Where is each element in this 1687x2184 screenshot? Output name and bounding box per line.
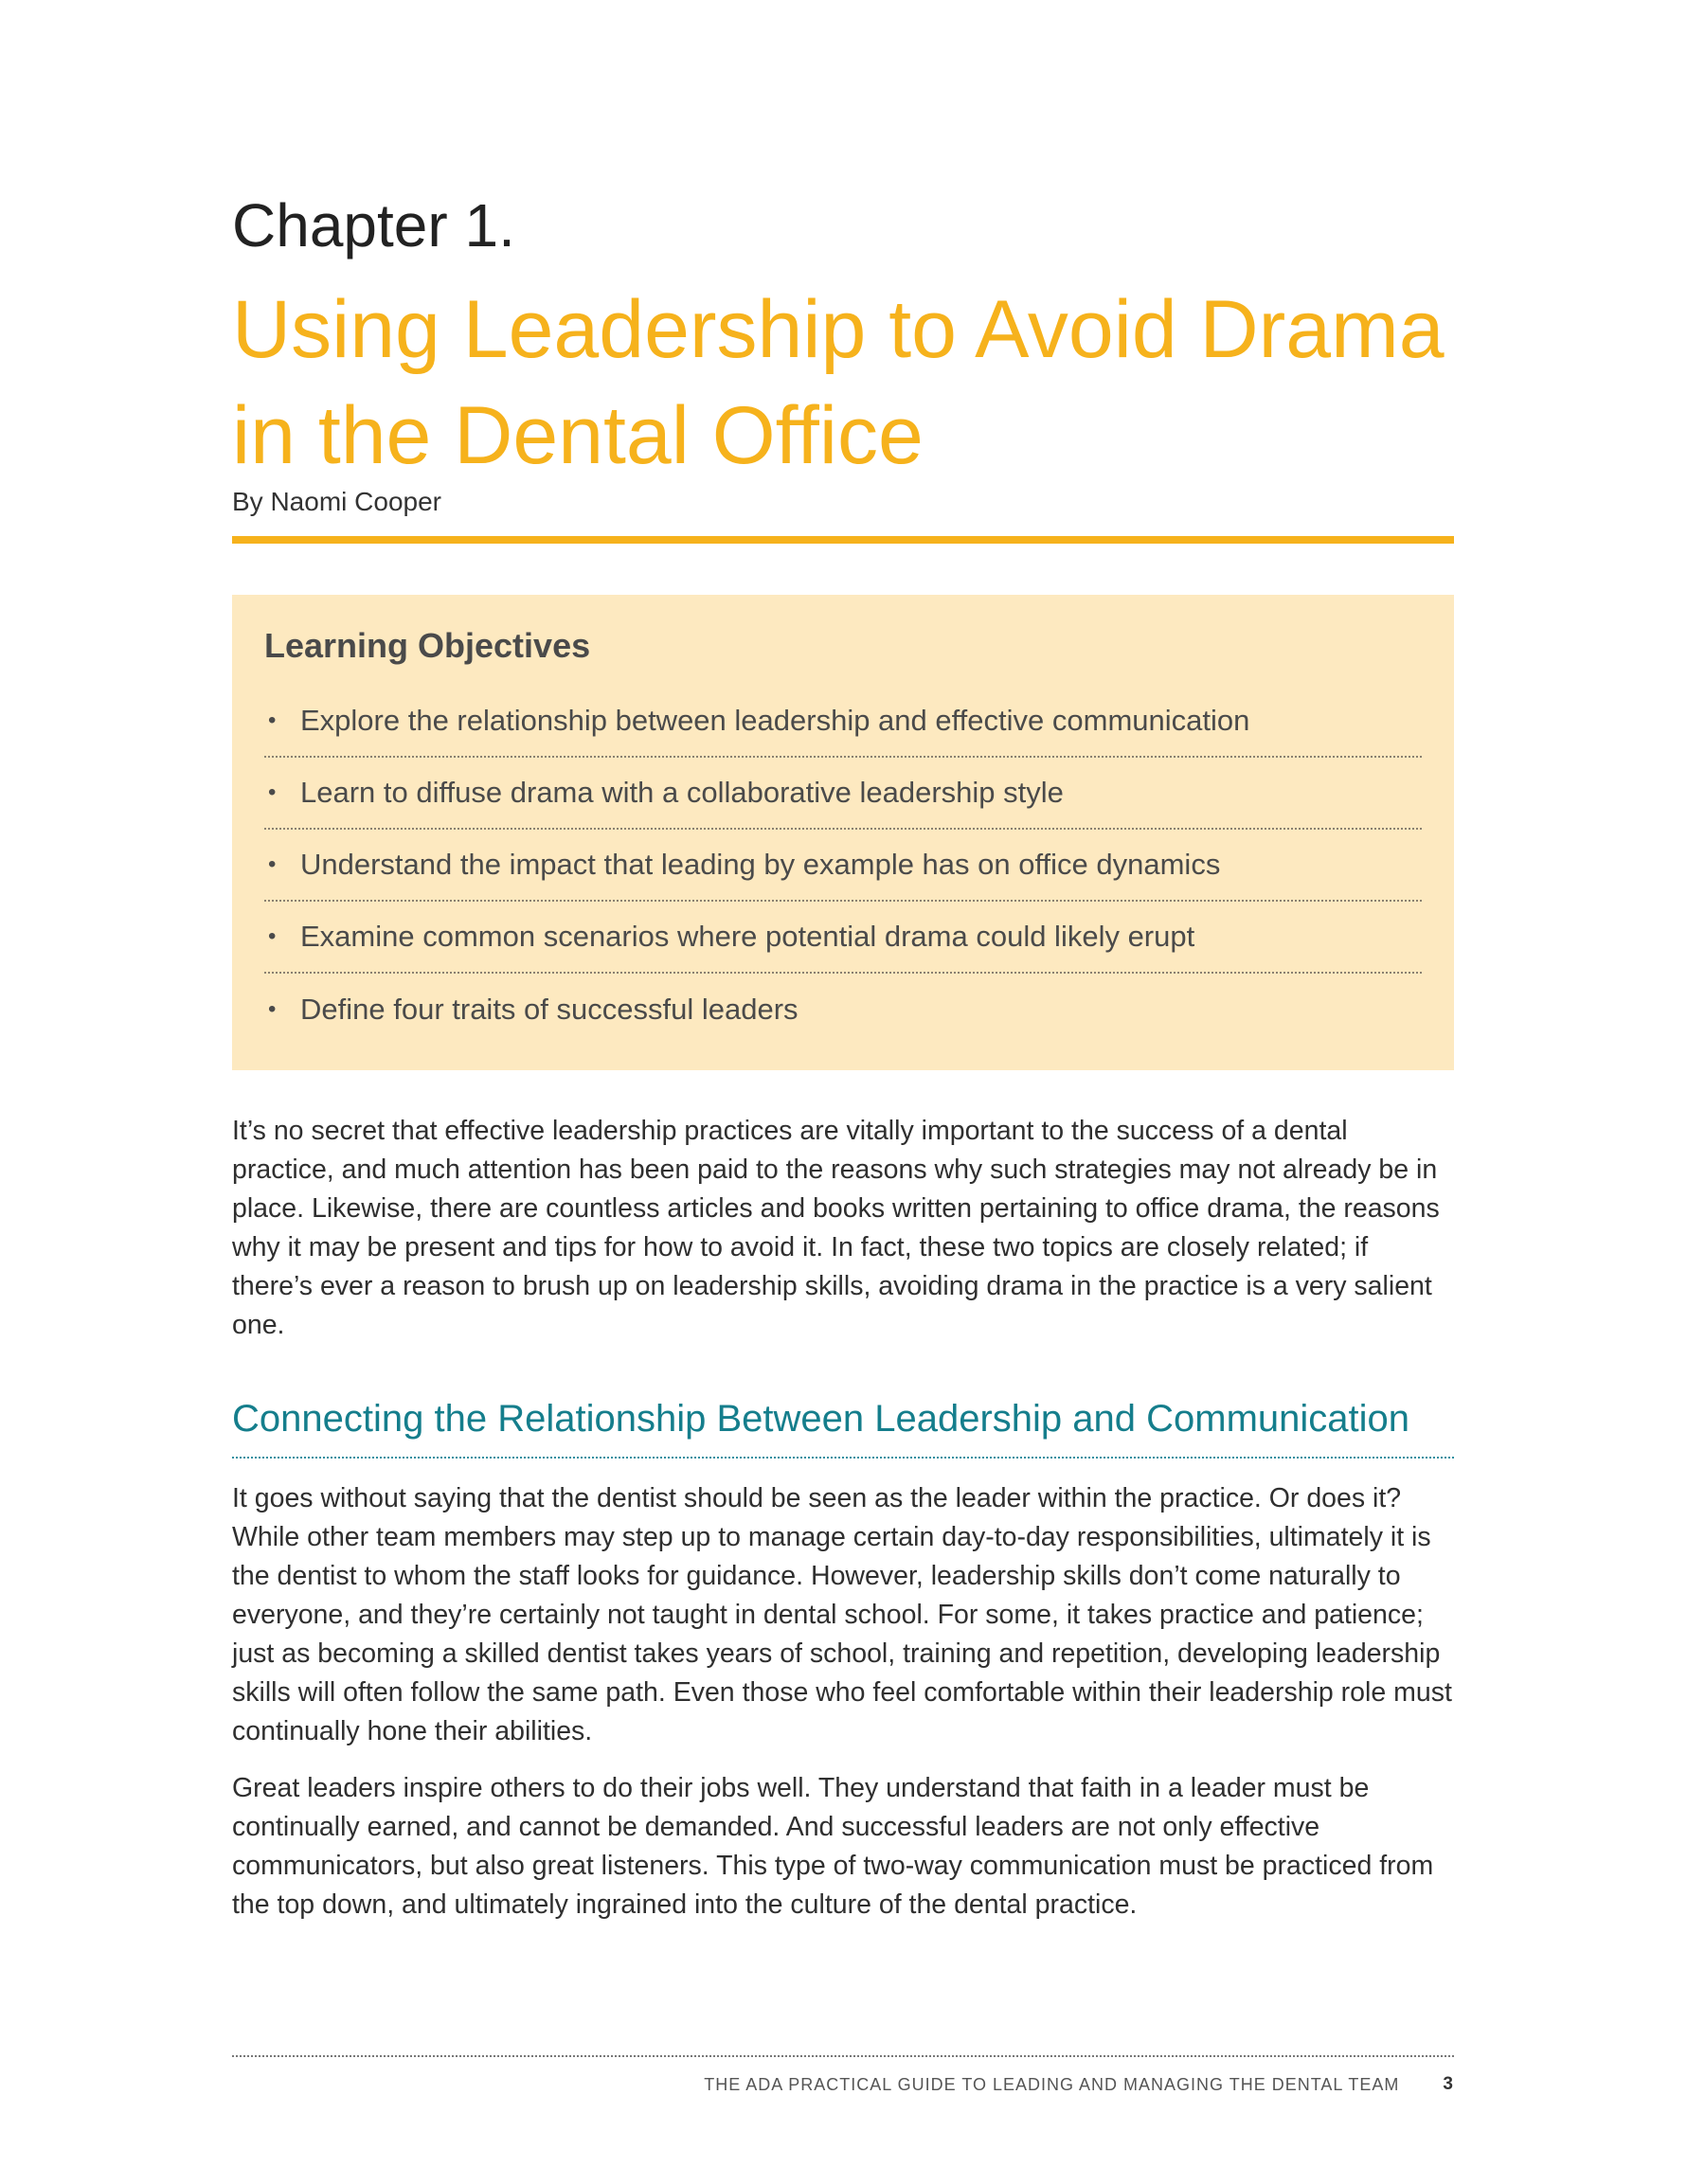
- section-divider: [232, 1457, 1454, 1459]
- footer-divider: [232, 2055, 1454, 2057]
- objective-text: Learn to diffuse drama with a collaborative leadership style: [300, 776, 1064, 809]
- bullet-icon: •: [268, 779, 277, 805]
- bullet-icon: •: [268, 707, 277, 733]
- objective-item: [264, 974, 1422, 1046]
- author-byline: By Naomi Cooper: [232, 487, 441, 516]
- body-paragraph: Great leaders inspire others to do their jobs well. They understand that faith in a leader must be continually earned, and cannot be demanded. And successful leaders are not only effective communicators, but also great listeners. This type of two-way communication must be practiced from the top down, and ultimately ingrained into the culture of the dental practice.: [232, 1773, 1434, 1920]
- section-heading: Connecting the Relationship Between Leadership and Communication: [232, 1398, 1410, 1440]
- objective-item: [264, 758, 1422, 830]
- bullet-icon: •: [268, 851, 277, 877]
- intro-paragraph: It’s no secret that effective leadership practices are vitally important to the success of a dental practice, and much attention has been paid to the reasons why such strategies may not already be in place. Likewise, there are countless articles and books written pertaining to office drama, the reasons why it may be present and tips for how to avoid it. In fact, these two topics are closely related; if there’s ever a reason to brush up on leadership skills, avoiding drama in the practice is a very salient one.: [232, 1116, 1440, 1340]
- page-number: 3: [1443, 2074, 1454, 2094]
- bullet-icon: •: [268, 996, 277, 1022]
- objective-text: Examine common scenarios where potential drama could likely erupt: [300, 920, 1195, 953]
- objective-text: Understand the impact that leading by example has on office dynamics: [300, 848, 1221, 881]
- objective-item: [264, 830, 1422, 902]
- objective-item: [264, 686, 1422, 758]
- chapter-title: Using Leadership to Avoid Drama in the Dental Office: [232, 284, 1445, 481]
- body-paragraph: It goes without saying that the dentist should be seen as the leader within the practice. Or does it? While other team members may step up to manage certain day-to-day responsibilities, ultimately it is the dentist to whom the staff looks for guidance. However, leadership skills don’t come naturally to everyone, and they’re certainly not taught in dental school. For some, it takes practice and patience; just as becoming a skilled dentist takes years of school, training and repetition, developing leadership skills will often follow the same path. Even those who feel comfortable within their leadership role must continually hone their abilities.: [232, 1483, 1452, 1746]
- title-divider: [232, 536, 1454, 544]
- bullet-icon: •: [268, 923, 277, 949]
- chapter-label: Chapter 1.: [232, 191, 515, 260]
- learning-objectives-box: [232, 595, 1454, 1070]
- running-title: THE ADA PRACTICAL GUIDE TO LEADING AND MANAGING THE DENTAL TEAM: [704, 2074, 1400, 2094]
- objective-text: Explore the relationship between leadership and effective communication: [300, 704, 1250, 737]
- objectives-list: [264, 686, 1422, 1046]
- objectives-heading: Learning Objectives: [264, 626, 591, 665]
- objective-item: [264, 902, 1422, 974]
- page-footer: [704, 2074, 1454, 2095]
- objective-text: Define four traits of successful leaders: [300, 993, 799, 1026]
